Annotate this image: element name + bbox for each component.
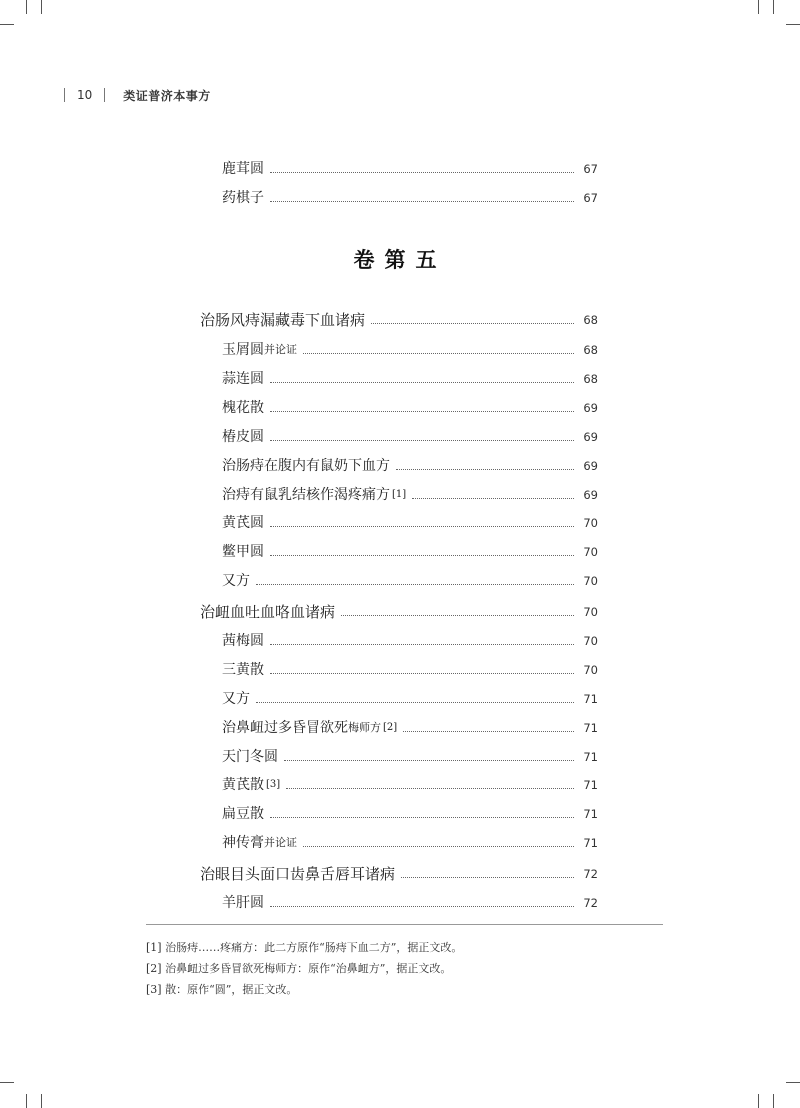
toc-entry-label: 治肠痔在腹内有鼠奶下血方 xyxy=(222,458,390,474)
volume-title: 卷第五 xyxy=(353,247,447,272)
toc-section-page: 68 xyxy=(583,313,598,327)
toc-entry-label: 椿皮圆 xyxy=(222,429,264,445)
toc-entry-label: 羊肝圆 xyxy=(222,895,264,911)
leader-dots xyxy=(270,439,574,441)
leader-dots xyxy=(270,816,574,818)
crop-mark xyxy=(773,0,774,14)
leader-dots xyxy=(270,554,574,556)
footnote: [1] 治肠痔……疼痛方：此二方原作“肠痔下血二方”，据正文改。 xyxy=(146,941,463,954)
toc-entry-label: 槐花散 xyxy=(222,400,264,416)
toc-entry-page: 69 xyxy=(583,430,598,444)
toc-entry[interactable] xyxy=(222,742,598,766)
toc-entry-page: 71 xyxy=(583,778,598,792)
toc-entry-label: 玉屑圆 xyxy=(222,342,264,358)
toc-section-label: 治衄血吐血咯血诸病 xyxy=(200,603,336,621)
toc-entry[interactable] xyxy=(222,770,598,794)
toc-entry[interactable] xyxy=(222,684,598,708)
toc-entry-page: 71 xyxy=(583,692,598,706)
crop-mark xyxy=(786,1082,800,1083)
toc-entry[interactable] xyxy=(222,508,598,532)
leader-dots xyxy=(303,352,574,354)
toc-entry-label: 天门冬圆 xyxy=(222,749,278,765)
toc-section-page: 72 xyxy=(583,867,598,881)
toc-entry-label: 神传膏 xyxy=(222,835,264,851)
leader-dots xyxy=(412,497,574,499)
toc-entry-page: 67 xyxy=(583,191,598,205)
crop-mark xyxy=(773,1094,774,1108)
leader-dots xyxy=(396,468,574,470)
toc-entry[interactable] xyxy=(222,537,598,561)
toc-entry[interactable] xyxy=(222,480,598,504)
toc-entry-page: 69 xyxy=(583,459,598,473)
crop-mark xyxy=(0,24,14,25)
toc-entry[interactable] xyxy=(222,713,598,737)
toc-entry-page: 70 xyxy=(583,545,598,559)
footnote: [2] 治鼻衄过多昏冒欲死梅师方：原作“治鼻衄方”，据正文改。 xyxy=(146,962,452,975)
toc-entry-label: 又方 xyxy=(222,691,250,707)
toc-entry-label: 又方 xyxy=(222,573,250,589)
leader-dots xyxy=(303,845,574,847)
leader-dots xyxy=(270,643,574,645)
leader-dots xyxy=(256,583,574,585)
leader-dots xyxy=(270,410,574,412)
leader-dots xyxy=(401,876,574,878)
leader-dots xyxy=(256,701,574,703)
leader-dots xyxy=(371,322,574,324)
toc-entry[interactable] xyxy=(222,364,598,388)
leader-dots xyxy=(270,905,574,907)
leader-dots xyxy=(270,171,574,173)
toc-entry-label: 扁豆散 xyxy=(222,806,264,822)
toc-entry-label: 黄芪圆 xyxy=(222,515,264,531)
toc-entry[interactable] xyxy=(222,335,598,359)
toc-entry-page: 68 xyxy=(583,372,598,386)
toc-entry-page: 71 xyxy=(583,836,598,850)
toc-entry-label: 鹿茸圆 xyxy=(222,161,264,177)
toc-section-label: 治眼目头面口齿鼻舌唇耳诸病 xyxy=(200,865,396,883)
crop-mark xyxy=(26,0,27,14)
toc-entry-page: 67 xyxy=(583,162,598,176)
footnote: [3] 散：原作“圆”，据正文改。 xyxy=(146,983,298,996)
toc-entry-label: 茜梅圆 xyxy=(222,633,264,649)
footnote-marker[interactable]: [3] xyxy=(266,779,281,790)
toc-entry-page: 70 xyxy=(583,516,598,530)
leader-dots xyxy=(270,200,574,202)
toc-section-page: 70 xyxy=(583,605,598,619)
leader-dots xyxy=(270,525,574,527)
leader-dots xyxy=(286,787,574,789)
toc-entry-page: 68 xyxy=(583,343,598,357)
toc-section-heading[interactable] xyxy=(200,859,598,883)
toc-section-label: 治肠风痔漏藏毒下血诸病 xyxy=(200,311,366,329)
toc-entry[interactable] xyxy=(222,183,598,207)
toc-entry[interactable] xyxy=(222,393,598,417)
toc-entry-label: 蒜连圆 xyxy=(222,371,264,387)
crop-mark xyxy=(26,1094,27,1108)
leader-dots xyxy=(284,759,574,761)
crop-mark xyxy=(41,1094,42,1108)
toc-entry[interactable] xyxy=(222,626,598,650)
toc-entry[interactable] xyxy=(222,799,598,823)
crop-mark xyxy=(758,1094,759,1108)
page-number: 10 xyxy=(77,88,93,102)
toc-entry-page: 71 xyxy=(583,721,598,735)
toc-entry[interactable] xyxy=(222,888,598,912)
leader-dots xyxy=(341,614,574,616)
toc-entry[interactable] xyxy=(222,451,598,475)
toc-entry-page: 71 xyxy=(583,807,598,821)
toc-section-heading[interactable] xyxy=(200,305,598,329)
leader-dots xyxy=(403,730,574,732)
toc-entry-page: 69 xyxy=(583,488,598,502)
crop-mark xyxy=(41,0,42,14)
toc-entry-page: 70 xyxy=(583,634,598,648)
toc-entry-note: 并论证 xyxy=(264,836,297,849)
toc-entry[interactable] xyxy=(222,566,598,590)
crop-mark xyxy=(758,0,759,14)
toc-entry-page: 70 xyxy=(583,574,598,588)
footnote-marker[interactable]: [1] xyxy=(392,489,407,500)
footnote-marker[interactable]: [2] xyxy=(383,722,398,733)
footnote-rule xyxy=(146,924,663,925)
running-header xyxy=(64,85,211,105)
toc-entry-label: 黄芪散 xyxy=(222,777,264,793)
leader-dots xyxy=(270,381,574,383)
crop-mark xyxy=(786,24,800,25)
toc-entry-page: 72 xyxy=(583,896,598,910)
toc-entry[interactable] xyxy=(222,154,598,178)
toc-entry-label: 鳖甲圆 xyxy=(222,544,264,560)
toc-entry[interactable] xyxy=(222,655,598,679)
toc-entry[interactable] xyxy=(222,828,598,852)
toc-entry-label: 治痔有鼠乳结核作渴疼痛方 xyxy=(222,487,390,503)
leader-dots xyxy=(270,672,574,674)
toc-entry-note: 并论证 xyxy=(264,343,297,356)
toc-entry-label: 三黄散 xyxy=(222,662,264,678)
toc-entry[interactable] xyxy=(222,422,598,446)
toc-entry-page: 70 xyxy=(583,663,598,677)
toc-entry-label: 药棋子 xyxy=(222,190,264,206)
crop-mark xyxy=(0,1082,14,1083)
toc-entry-note: 梅师方 xyxy=(348,721,381,734)
toc-entry-label: 治鼻衄过多昏冒欲死 xyxy=(222,720,348,736)
toc-entry-page: 71 xyxy=(583,750,598,764)
book-title: 类证普济本事方 xyxy=(123,88,211,103)
toc-entry-page: 69 xyxy=(583,401,598,415)
toc-section-heading[interactable] xyxy=(200,597,598,621)
